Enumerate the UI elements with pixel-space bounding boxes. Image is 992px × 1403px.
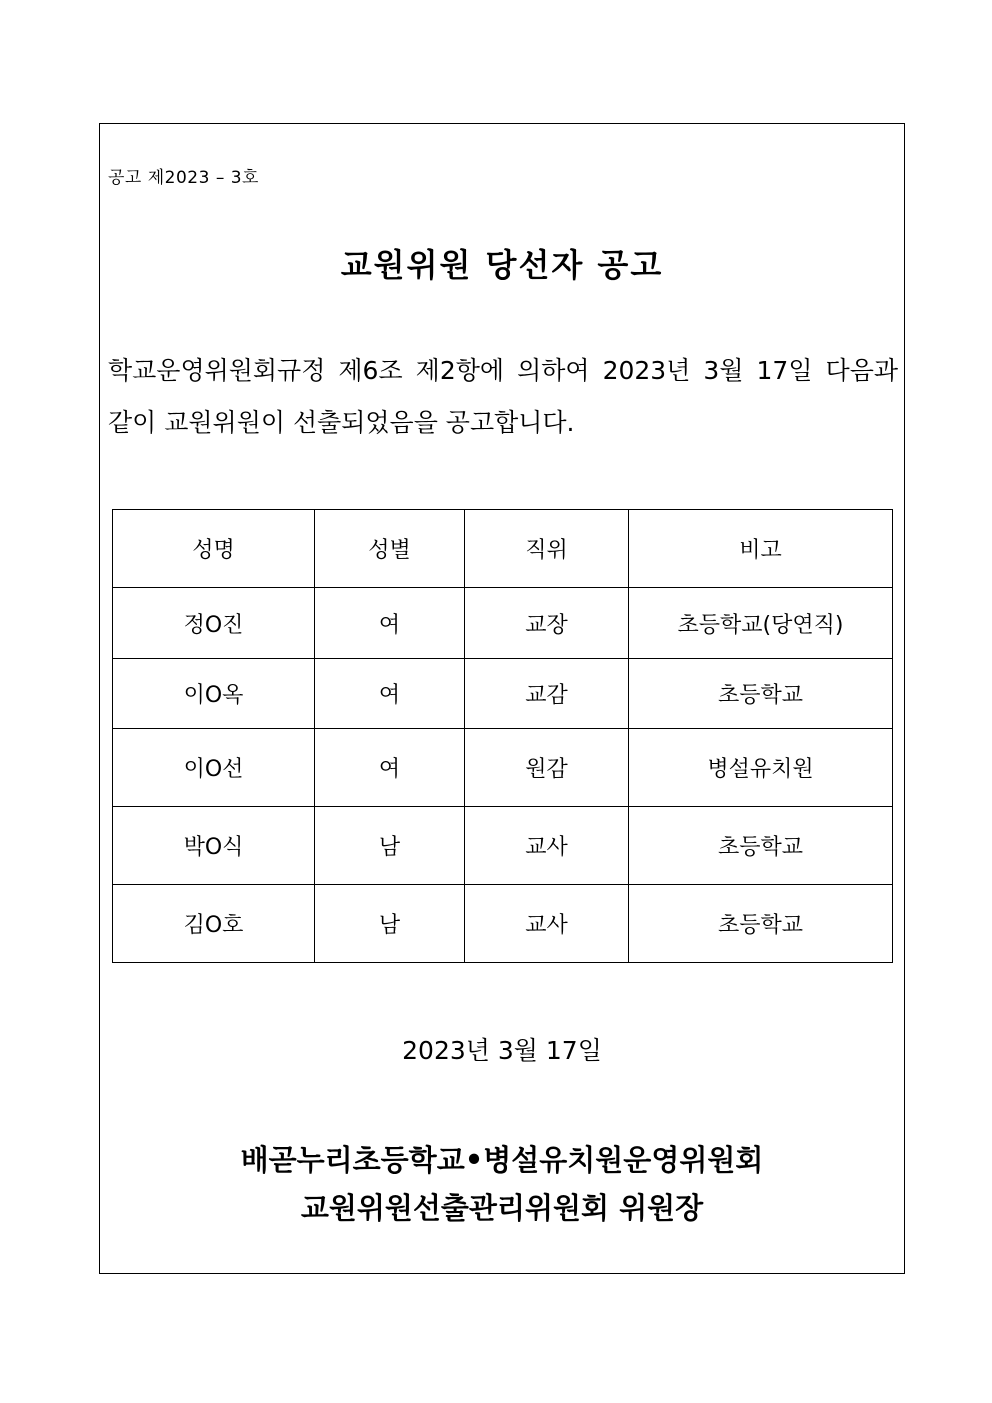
issue-date: 2023년 3월 17일 bbox=[402, 1036, 602, 1065]
header-gender: 성별 bbox=[315, 510, 465, 588]
cell-name: 이O선 bbox=[113, 729, 315, 807]
cell-remarks: 초등학교 bbox=[629, 659, 893, 729]
elected-members-table bbox=[112, 509, 893, 963]
cell-name: 김O호 bbox=[113, 885, 315, 963]
cell-position: 원감 bbox=[465, 729, 629, 807]
cell-position: 교감 bbox=[465, 659, 629, 729]
table-row bbox=[113, 729, 893, 807]
cell-position: 교사 bbox=[465, 807, 629, 885]
table-row bbox=[113, 588, 893, 659]
header-remarks: 비고 bbox=[629, 510, 893, 588]
issuer-chairperson: 교원위원선출관리위원회 위원장 bbox=[300, 1191, 704, 1225]
cell-gender: 여 bbox=[315, 729, 465, 807]
body-text-line-2: 같이 교원위원이 선출되었음을 공고합니다. bbox=[108, 408, 575, 437]
cell-name: 정O진 bbox=[113, 588, 315, 659]
table-header-row bbox=[113, 510, 893, 588]
header-position: 직위 bbox=[465, 510, 629, 588]
cell-remarks: 초등학교 bbox=[629, 885, 893, 963]
cell-gender: 여 bbox=[315, 659, 465, 729]
table-row bbox=[113, 807, 893, 885]
table-row bbox=[113, 885, 893, 963]
page-title: 교원위원 당선자 공고 bbox=[340, 246, 664, 284]
cell-gender: 남 bbox=[315, 885, 465, 963]
cell-gender: 남 bbox=[315, 807, 465, 885]
cell-remarks: 초등학교(당연직) bbox=[629, 588, 893, 659]
cell-remarks: 병설유치원 bbox=[629, 729, 893, 807]
header-name: 성명 bbox=[113, 510, 315, 588]
cell-remarks: 초등학교 bbox=[629, 807, 893, 885]
cell-name: 박O식 bbox=[113, 807, 315, 885]
table-row bbox=[113, 659, 893, 729]
cell-position: 교장 bbox=[465, 588, 629, 659]
cell-gender: 여 bbox=[315, 588, 465, 659]
cell-position: 교사 bbox=[465, 885, 629, 963]
cell-name: 이O옥 bbox=[113, 659, 315, 729]
notice-number: 공고 제2023 – 3호 bbox=[108, 168, 259, 188]
issuer-committee: 배곧누리초등학교•병설유치원운영위원회 bbox=[240, 1143, 764, 1177]
body-text-line-1: 학교운영위원회규정 제6조 제2항에 의하여 2023년 3월 17일 다음과 bbox=[108, 356, 898, 385]
